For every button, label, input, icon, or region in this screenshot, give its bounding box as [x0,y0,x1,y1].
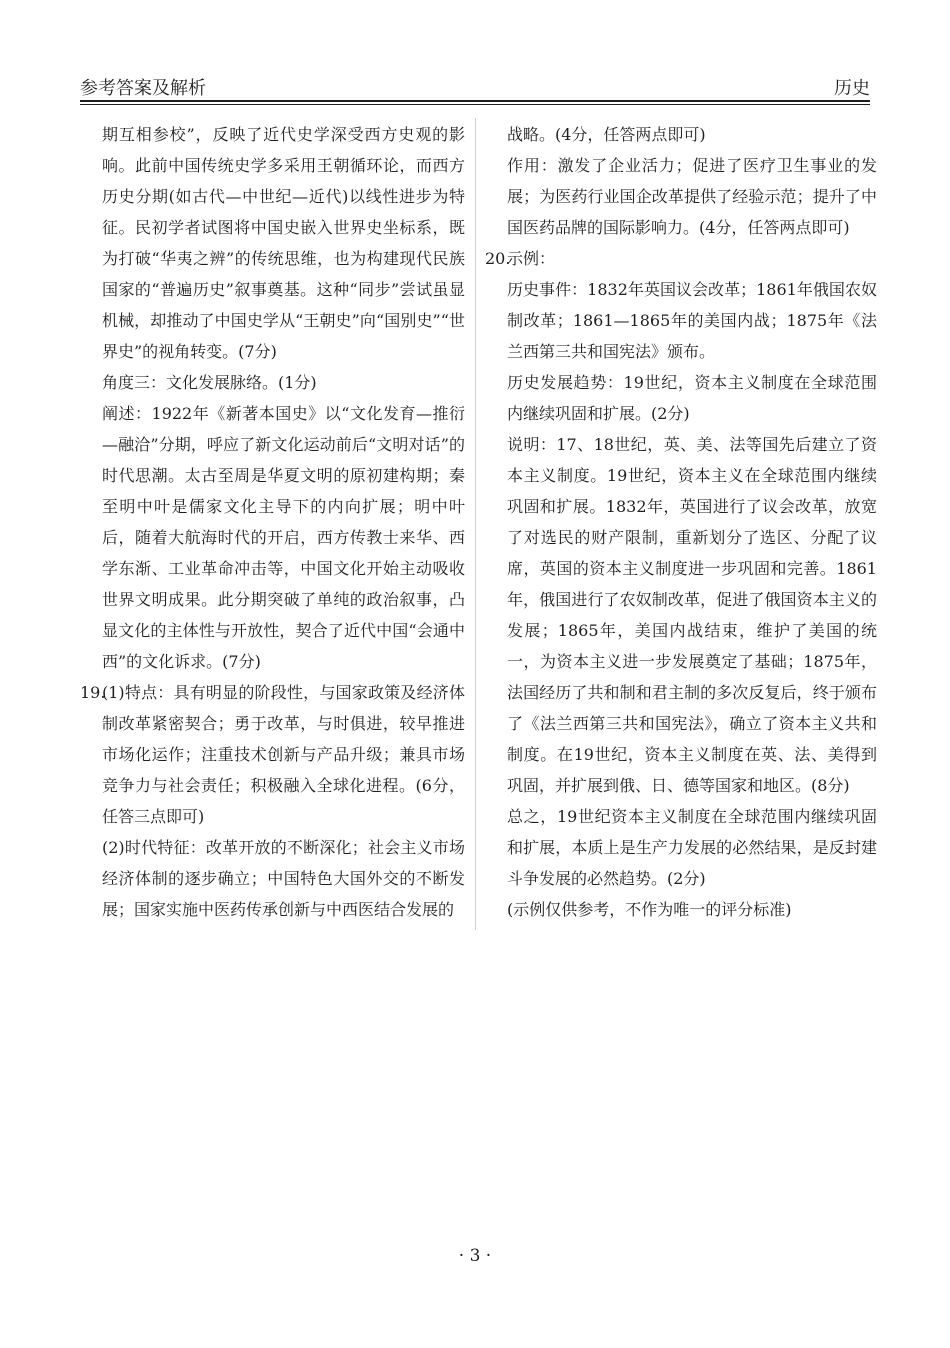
left-column [80,119,465,925]
header-subject: 历史 [834,78,870,99]
answer-paragraph: (1)特点：具有明显的阶段性，与国家政策及经济体制改革紧密契合；勇于改革，与时俱进，较早推进市场化运作；注重技术创新与产品升级；兼具市场竞争力与社会责任；积极融入全球化进程。(6分，任答三点即可) [102,683,465,826]
answer-paragraph: 作用：激发了企业活力；促进了医疗卫生事业的发展；为医药行业国企改革提供了经验示范；提升了中国医药品牌的国际影响力。(4分，任答两点即可) [507,156,877,237]
header-rule-thick [80,100,870,102]
answer-paragraph: 历史事件：1832年英国议会改革；1861年俄国农奴制改革；1861—1865年的美国内战；1875年《法兰西第三共和国宪法》颁布。 [507,280,877,361]
page-number: · 3 · [458,1246,492,1266]
page-header [80,74,870,100]
right-column [485,119,877,925]
question-19 [80,677,465,925]
answer-paragraph: (2)时代特征：改革开放的不断深化；社会主义市场经济体制的逐步确立；中国特色大国外交的不断发展；国家实施中医药传承创新与中西医结合发展的 [102,838,465,919]
answer-paragraph: 期互相参校”，反映了近代史学深受西方史观的影响。此前中国传统史学多采用王朝循环论，而西方历史分期(如古代—中世纪—近代)以线性进步为特征。民初学者试图将中国史嵌入世界史坐标系，既为打破“华夷之辨”的传统思维，也为构建现代民族国家的“普遍历史”叙事奠基。这种“同步”尝试虽显机械，却推动了中国史学从“王朝史”向“国别史”“世界史”的视角转变。(7分) [102,125,465,361]
answer-paragraph: 历史发展趋势：19世纪，资本主义制度在全球范围内继续巩固和扩展。(2分) [507,373,877,423]
answer-paragraph: 总之，19世纪资本主义制度在全球范围内继续巩固和扩展，本质上是生产力发展的必然结果，是反封建斗争发展的必然趋势。(2分) [507,807,877,888]
answer-paragraph: 阐述：1922年《新著本国史》以“文化发育—推衍—融洽”分期，呼应了新文化运动前后“文明对话”的时代思潮。太古至周是华夏文明的原初建构期；秦至明中叶是儒家文化主导下的内向扩展；明中叶后，随着大航海时代的开启，西方传教士来华、西学东渐、工业革命冲击等，中国文化开始主动吸收世界文明成果。此分期突破了单纯的政治叙事，凸显文化的主体性与开放性，契合了近代中国“会通中西”的文化诉求。(7分) [102,404,465,671]
question-number: 19. [80,683,106,702]
answer-paragraph: 战略。(4分，任答两点即可) [507,125,706,144]
answer-paragraph: 说明：17、18世纪，英、美、法等国先后建立了资本主义制度。19世纪，资本主义在全球范围内继续巩固和扩展。1832年，英国进行了议会改革，放宽了对选民的财产限制，重新划分了选区、分配了议席，英国的资本主义制度进一步巩固和完善。1861年，俄国进行了农奴制改革，促进了俄国资本主义的发展；1865年，美国内战结束，维护了美国的统一，为资本主义进一步发展奠定了基础；1875年，法国经历了共和制和君主制的多次反复后，终于颁布了《法兰西第三共和国宪法》，确立了资本主义共和制度。在19世纪，资本主义制度在英、法、美得到巩固，并扩展到俄、日、德等国家和地区。(8分) [507,435,877,795]
question-number: 20. [485,249,511,268]
answer-heading: 示例： [507,249,556,268]
question-20 [485,243,877,925]
column-divider [475,118,476,930]
header-rule-thin [80,104,870,105]
header-title: 参考答案及解析 [80,78,206,99]
answer-note: (示例仅供参考，不作为唯一的评分标准) [507,900,792,919]
answer-paragraph: 角度三：文化发展脉络。(1分) [102,373,317,392]
